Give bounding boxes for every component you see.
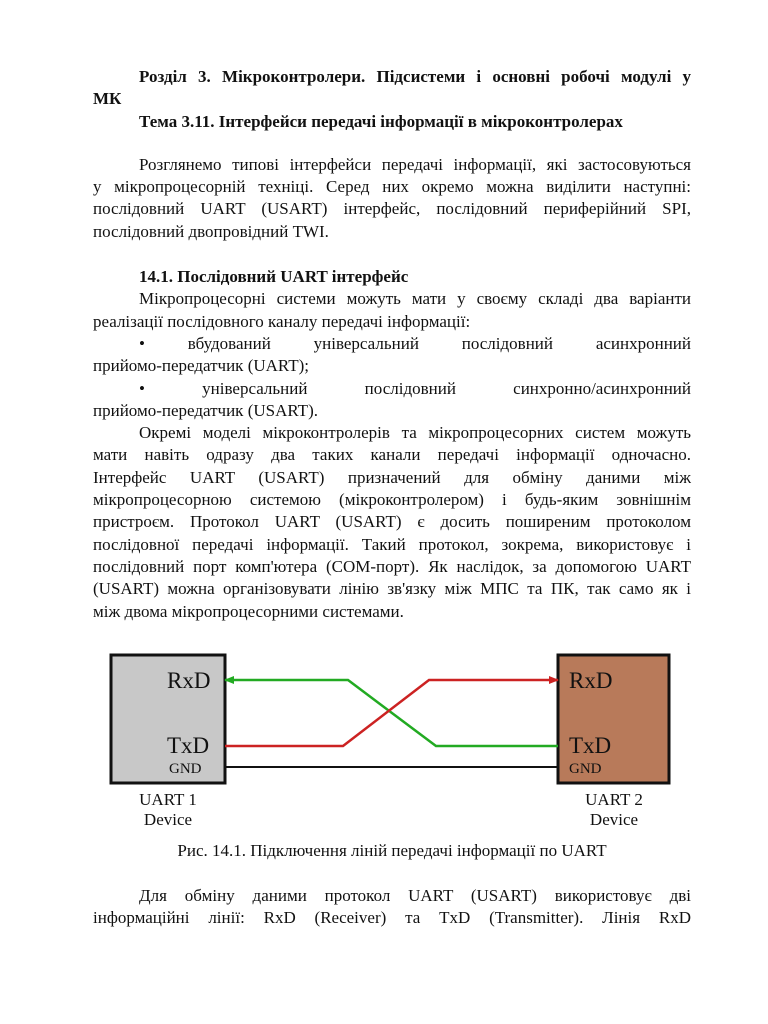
device1-rxd-label: RxD [167,668,211,693]
p2-line8: (USART) можна організовувати лінію зв'язку між МПС та ПК, так само як і [93,579,691,599]
subsection-title: 14.1. Послідовний UART інтерфейс [139,267,409,287]
device2-txd-label: TxD [569,733,612,758]
document-body [93,66,691,623]
device1-gnd-label: GND [169,761,202,777]
p2-line3: Інтерфейс UART (USART) призначений для обміну даними між [93,467,691,487]
green-tx-to-rx-line [225,680,558,746]
device1-name-line1: UART 1 [139,790,197,809]
device2-rxd-label: RxD [569,668,613,693]
intro-line1: Розглянемо типові інтерфейси передачі інформації, які застосовуються [139,154,691,174]
device2-gnd-label: GND [569,761,602,777]
bullet2-line1: • універсальний послідовний синхронно/асинхронний [139,378,691,398]
intro-line4: послідовний двопровідний TWI. [93,221,329,241]
p2-line9: між двома мікропроцесорними системами. [93,601,404,621]
intro-line3: послідовний UART (USART) інтерфейс, послідовний периферійний SPI, [93,199,691,219]
p2-line4: мікропроцесорною системою (мікроконтролером) і будь-яким зовнішнім [93,490,691,510]
device1-name-line2: Device [143,810,193,829]
intro-line2: у мікропроцесорній техніці. Серед них окремо можна виділити наступні: [93,177,691,197]
after-line1: Для обміну даними протокол UART (USART) використовує дві [139,886,691,905]
section-heading-line2: МК [93,89,122,109]
p2-line5: пристроєм. Протокол UART (USART) є досить поширеним протоколом [93,512,691,532]
p1-line1: Мікропроцесорні системи можуть мати у своєму складі два варіанти [139,289,691,309]
device2-name-line2: Device [589,810,639,829]
topic-heading: Тема 3.11. Інтерфейси передачі інформації в мікроконтролерах [139,111,623,131]
section-heading-line1: Розділ 3. Мікроконтролери. Підсистеми і основні робочі модулі у [139,67,691,86]
uart-connection-diagram [93,650,691,838]
p2-line6: послідовної передачі інформації. Такий протокол, зокрема, використовує і [93,534,691,554]
bullet2-line2: прийомо-передатчик (USART). [93,400,318,420]
device1-txd-label: TxD [167,733,210,758]
after-line2: інформаційні лінії: RxD (Receiver) та TxD (Transmitter). Лінія RxD [93,908,691,928]
after-figure-text [93,885,691,930]
p2-line1: Окремі моделі мікроконтролерів та мікропроцесорних систем можуть [139,423,691,443]
p2-line2: мати навіть одразу два таких канали передачі інформації одночасно. [93,445,691,465]
figure-caption: Рис. 14.1. Підключення ліній передачі інформації по UART [177,841,607,860]
bullet1-line1: • вбудований універсальний послідовний асинхронний [139,333,691,353]
p2-line7: послідовний порт комп'ютера (COM-порт). Як наслідок, за допомогою UART [93,556,691,576]
bullet1-line2: прийомо-передатчик (UART); [93,356,309,376]
p1-line2: реалізації послідовного каналу передачі інформації: [93,311,471,331]
device2-name-line1: UART 2 [585,790,643,809]
